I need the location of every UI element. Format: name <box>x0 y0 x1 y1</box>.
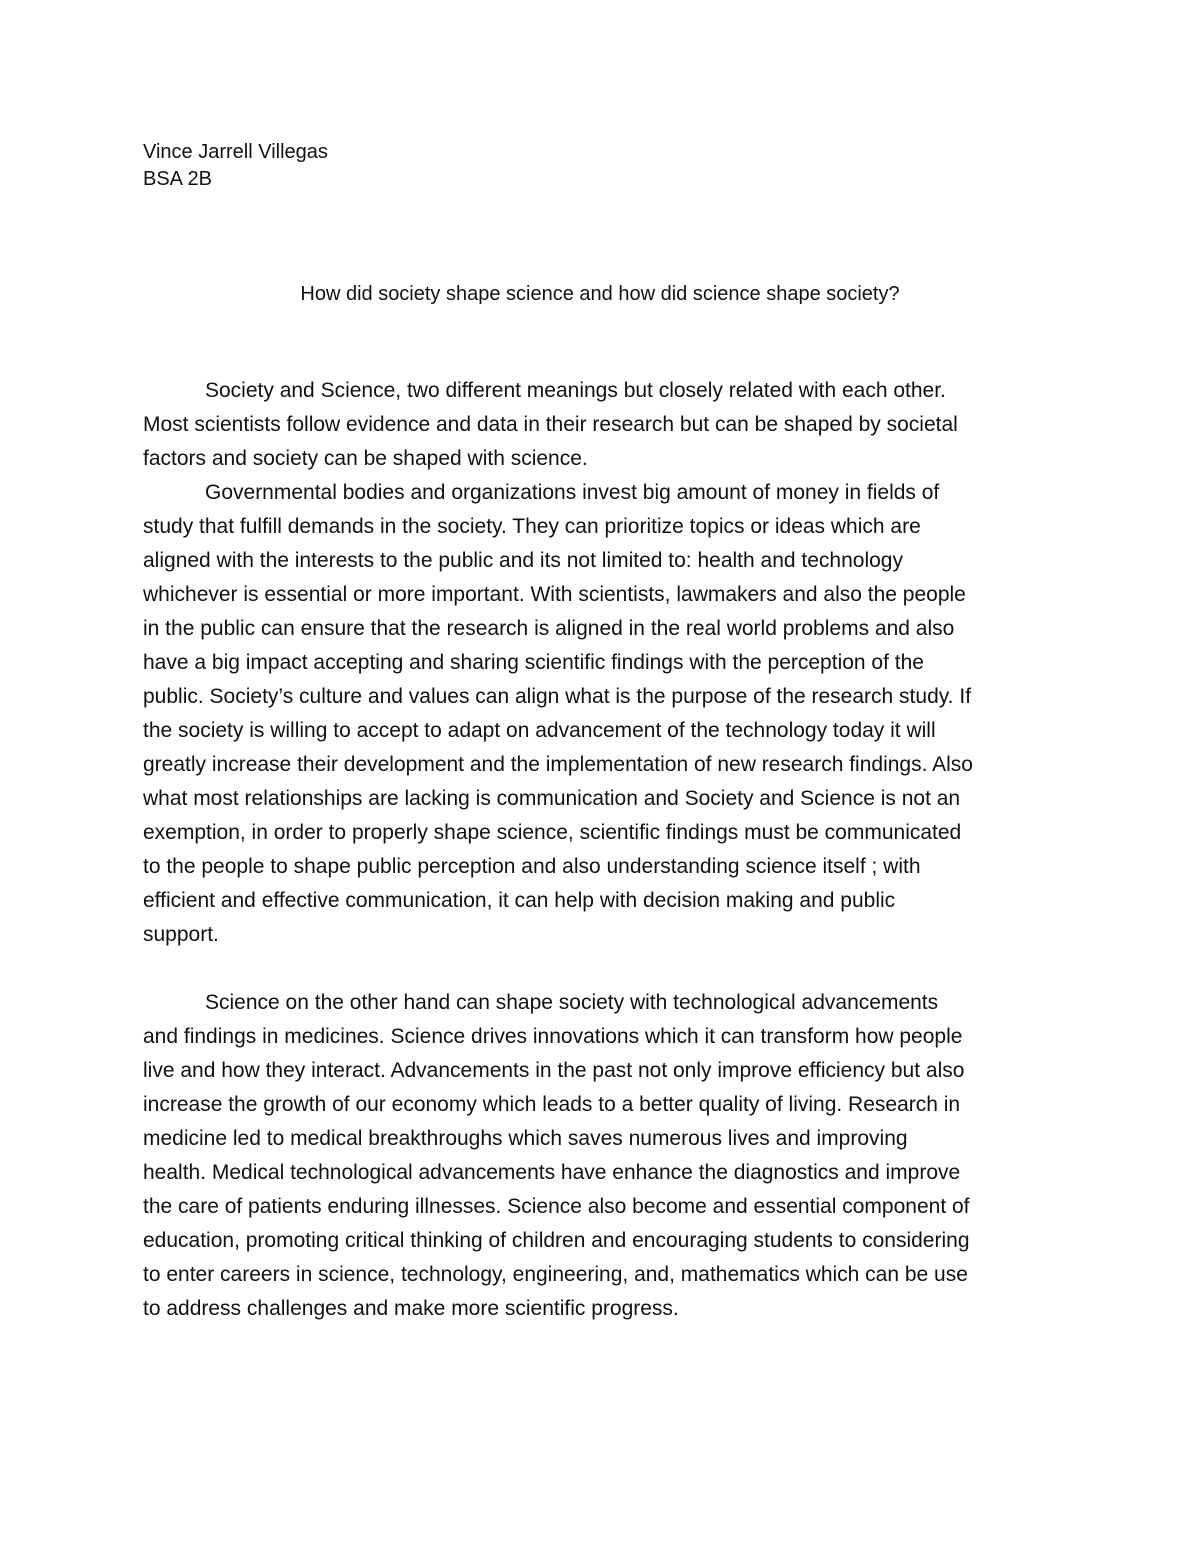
paragraph-2-line: to the people to shape public perception and also understanding science itself ; with <box>143 855 921 878</box>
paragraph-3-line: to enter careers in science, technology, engineering, and, mathematics which can be use <box>143 1263 968 1286</box>
paragraph-2-line: have a big impact accepting and sharing scientific findings with the perception of the <box>143 651 924 674</box>
paragraph-3-line: increase the growth of our economy which leads to a better quality of living. Research in <box>143 1093 961 1116</box>
paragraph-2-line: exemption, in order to properly shape science, scientific findings must be communicated <box>143 821 962 844</box>
paragraph-3-line: live and how they interact. Advancements in the past not only improve efficiency but also <box>143 1059 965 1082</box>
paragraph-2-line: in the public can ensure that the research is aligned in the real world problems and also <box>143 617 955 640</box>
paragraph-2-line: what most relationships are lacking is communication and Society and Science is not an <box>143 787 961 810</box>
paragraph-2-line: whichever is essential or more important. With scientists, lawmakers and also the people <box>143 583 966 606</box>
paragraph-3-line: to address challenges and make more scientific progress. <box>143 1297 679 1320</box>
paragraph-3-line: medicine led to medical breakthroughs which saves numerous lives and improving <box>143 1127 908 1150</box>
class-section: BSA 2B <box>143 168 212 190</box>
paragraph-3-line: health. Medical technological advancements have enhance the diagnostics and improve <box>143 1161 961 1184</box>
paragraph-2-line: aligned with the interests to the public and its not limited to: health and technology <box>143 549 903 572</box>
paragraph-1-line: Society and Science, two different meanings but closely related with each other. <box>205 379 946 402</box>
paragraph-2-line: the society is willing to accept to adapt on advancement of the technology today it will <box>143 719 936 742</box>
paragraph-3-line: Science on the other hand can shape society with technological advancements <box>205 991 939 1014</box>
header-block <box>143 139 328 193</box>
essay-body <box>143 374 1058 1326</box>
paragraph-3-line: education, promoting critical thinking of children and encouraging students to considering <box>143 1229 970 1252</box>
paragraph-2-line: efficient and effective communication, it can help with decision making and public <box>143 889 896 912</box>
paragraph-2-line: public. Society’s culture and values can align what is the purpose of the research study. If <box>143 685 972 708</box>
paragraph-2-line: Governmental bodies and organizations invest big amount of money in fields of <box>205 481 940 504</box>
essay-title: How did society shape science and how did science shape society? <box>300 283 900 305</box>
paragraph-spacer <box>143 952 1058 986</box>
paragraph-2-line: study that fulfill demands in the society. They can prioritize topics or ideas which are <box>143 515 921 538</box>
paragraph-1-line: factors and society can be shaped with science. <box>143 447 588 470</box>
paragraph-2-line: greatly increase their development and the implementation of new research findings. Also <box>143 753 973 776</box>
paragraph-1-line: Most scientists follow evidence and data in their research but can be shaped by societal <box>143 413 958 436</box>
author-name: Vince Jarrell Villegas <box>143 141 328 163</box>
paragraph-3-line: and findings in medicines. Science drives innovations which it can transform how people <box>143 1025 963 1048</box>
paragraph-2-line: support. <box>143 923 219 946</box>
paragraph-3-line: the care of patients enduring illnesses. Science also become and essential component of <box>143 1195 970 1218</box>
